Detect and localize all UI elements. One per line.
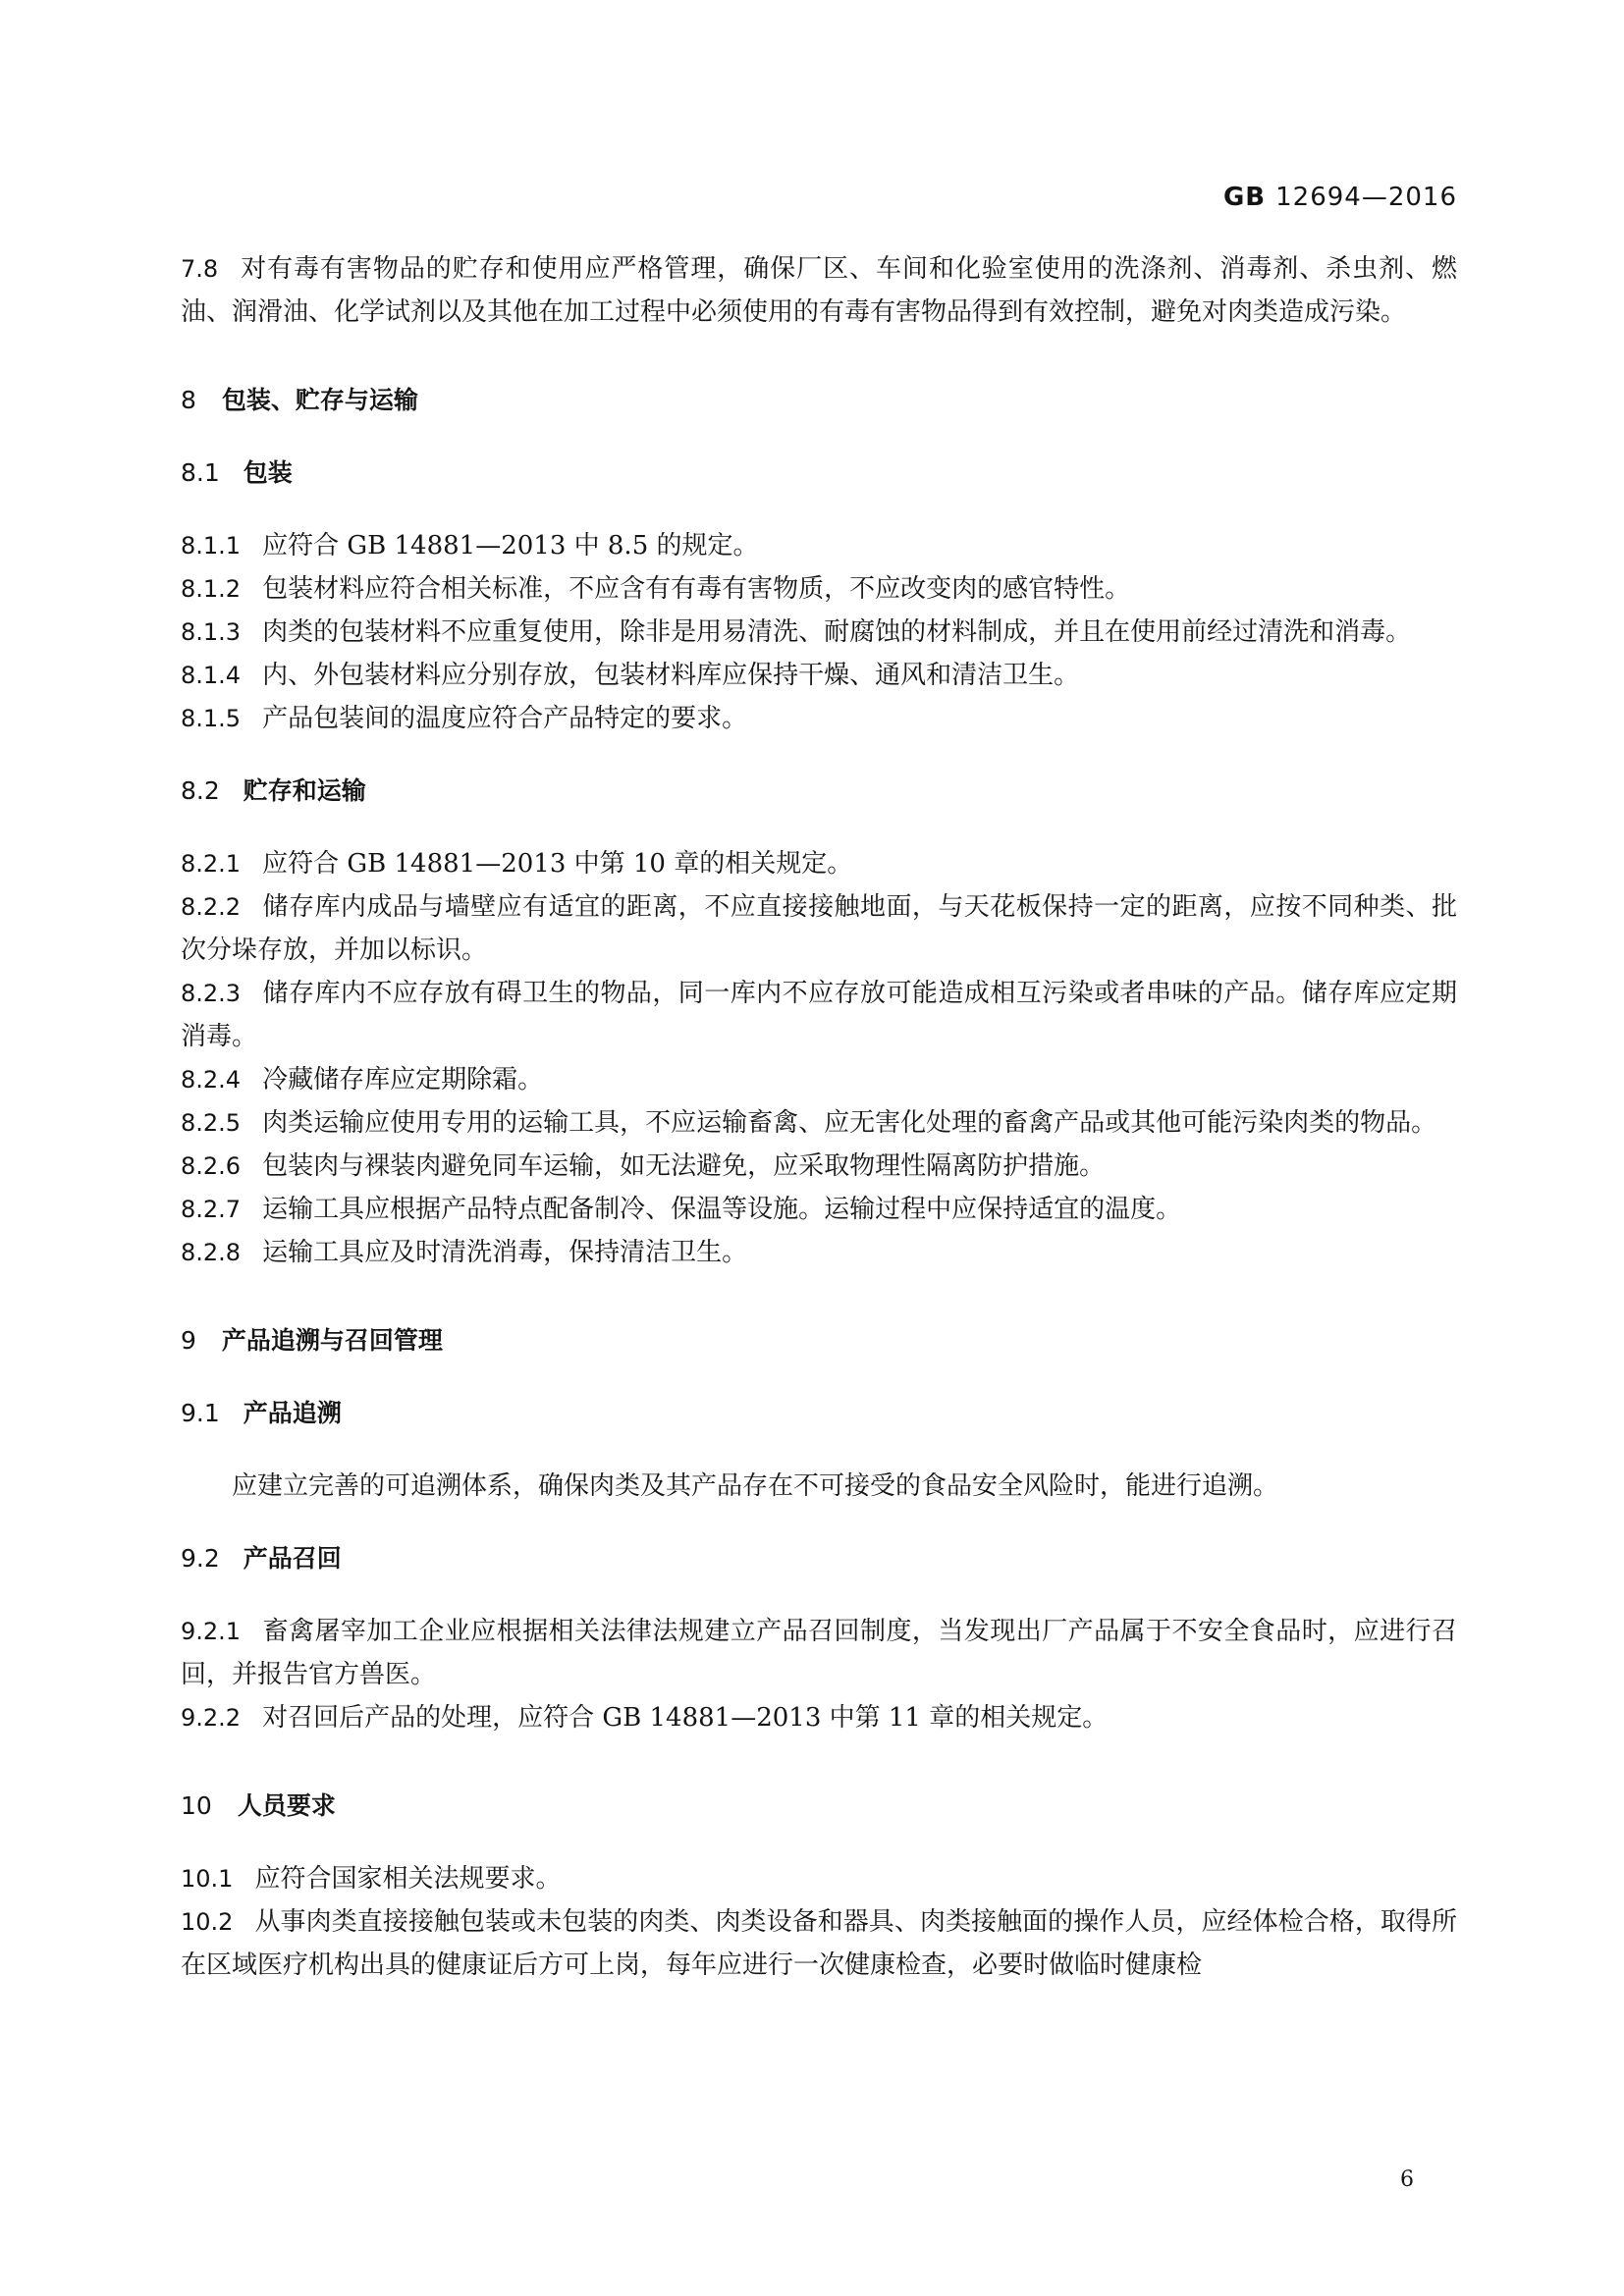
clause-text: 畜禽屠宰加工企业应根据相关法律法规建立产品召回制度，当发现出厂产品属于不安全食品时，应进行召回，并报告官方兽医。 xyxy=(181,1617,1457,1689)
clause-number: 8.2.6 xyxy=(181,1152,242,1180)
clause-number: 10.1 xyxy=(181,1865,234,1893)
spacer xyxy=(181,1508,1457,1537)
clause-number: 8.2.8 xyxy=(181,1239,242,1266)
clause-text: 运输工具应及时清洗消毒，保持清洁卫生。 xyxy=(262,1238,748,1267)
clause-number: 8.2.5 xyxy=(181,1109,242,1137)
clause-text: 包装、贮存与运输 xyxy=(221,386,418,414)
clause-number: 8.1.3 xyxy=(181,618,242,646)
spacer xyxy=(181,740,1457,770)
clause-text: 冷藏储存库应定期除霜。 xyxy=(262,1065,544,1095)
clause-paragraph xyxy=(181,972,1457,1058)
clause-number: 9.2 xyxy=(181,1544,220,1573)
clause-paragraph xyxy=(181,1465,1457,1508)
clause-number: 8.1.2 xyxy=(181,575,242,603)
clause-paragraph xyxy=(181,1058,1457,1101)
clause-number: 10 xyxy=(181,1791,212,1820)
clause-text: 包装肉与裸装肉避免同车运输，如无法避免，应采取物理性隔离防护措施。 xyxy=(262,1151,1106,1181)
clause-number: 9.1 xyxy=(181,1399,220,1427)
clause-number: 8.2.4 xyxy=(181,1066,242,1094)
spacer xyxy=(181,1274,1457,1319)
clause-paragraph xyxy=(181,842,1457,885)
clause-text: 包装材料应符合相关标准，不应含有有毒有害物质，不应改变肉的感官特性。 xyxy=(262,574,1131,604)
clause-text: 贮存和运输 xyxy=(243,776,366,805)
spacer xyxy=(181,1739,1457,1785)
clause-paragraph xyxy=(181,697,1457,740)
subsection-heading xyxy=(181,1392,1457,1435)
clause-text: 人员要求 xyxy=(237,1791,336,1820)
clause-text: 产品包装间的温度应符合产品特定的要求。 xyxy=(262,704,748,733)
clause-text: 应符合 GB 14881—2013 中第 10 章的相关规定。 xyxy=(262,849,853,879)
spacer xyxy=(181,1362,1457,1392)
section-heading xyxy=(181,1785,1457,1828)
section-heading xyxy=(181,379,1457,422)
standard-code xyxy=(1223,183,1457,212)
clause-number: 9.2.1 xyxy=(181,1618,242,1645)
clause-text: 肉类运输应使用专用的运输工具，不应运输畜禽、应无害化处理的畜禽产品或其他可能污染肉类的物品。 xyxy=(262,1108,1437,1138)
spacer xyxy=(181,1435,1457,1465)
subsection-heading xyxy=(181,1537,1457,1580)
spacer xyxy=(181,334,1457,379)
clause-text: 产品召回 xyxy=(243,1544,342,1573)
clause-paragraph xyxy=(181,1610,1457,1696)
clause-number: 8.2.3 xyxy=(181,980,242,1007)
spacer xyxy=(181,495,1457,524)
clause-paragraph xyxy=(181,1900,1457,1987)
clause-paragraph xyxy=(181,1101,1457,1145)
clause-text: 运输工具应根据产品特点配备制冷、保温等设施。运输过程中应保持适宜的温度。 xyxy=(262,1195,1182,1224)
clause-text: 产品追溯 xyxy=(243,1399,342,1427)
clause-paragraph xyxy=(181,611,1457,654)
clause-paragraph xyxy=(181,1188,1457,1231)
clause-text: 应建立完善的可追溯体系，确保肉类及其产品存在不可接受的食品安全风险时，能进行追溯。 xyxy=(232,1471,1279,1501)
clause-paragraph xyxy=(181,1696,1457,1739)
clause-paragraph xyxy=(181,885,1457,972)
clause-text: 应符合国家相关法规要求。 xyxy=(254,1864,562,1894)
clause-number: 8.1.1 xyxy=(181,532,242,560)
clause-number: 8 xyxy=(181,386,196,414)
clause-text: 从事肉类直接接触包装或未包装的肉类、肉类设备和器具、肉类接触面的操作人员，应经体检合格，取得所在区域医疗机构出具的健康证后方可上岗，每年应进行一次健康检查，必要时做临时健康检 xyxy=(181,1907,1457,1980)
clause-text: 对有毒有害物品的贮存和使用应严格管理，确保厂区、车间和化验室使用的洗涤剂、消毒剂、杀虫剂、燃油、润滑油、化学试剂以及其他在加工过程中必须使用的有毒有害物品得到有效控制，避免对肉类造成污染。 xyxy=(181,254,1457,327)
spacer xyxy=(181,1580,1457,1610)
spacer xyxy=(181,422,1457,452)
clause-number: 7.8 xyxy=(181,255,219,283)
clause-text: 储存库内不应存放有碍卫生的物品，同一库内不应存放可能造成相互污染或者串味的产品。储存库应定期消毒。 xyxy=(181,979,1457,1051)
clause-number: 9 xyxy=(181,1326,196,1355)
clause-number: 9.2.2 xyxy=(181,1704,242,1732)
clause-paragraph xyxy=(181,1145,1457,1188)
clause-number: 8.2.7 xyxy=(181,1196,242,1223)
clause-number: 8.1.4 xyxy=(181,662,242,689)
spacer xyxy=(181,1828,1457,1857)
clause-number: 8.2.1 xyxy=(181,850,242,878)
clause-paragraph xyxy=(181,247,1457,334)
standard-prefix: GB xyxy=(1222,183,1267,212)
clause-paragraph xyxy=(181,524,1457,567)
clause-number: 8.2.2 xyxy=(181,893,242,921)
clause-text: 对召回后产品的处理，应符合 GB 14881—2013 中第 11 章的相关规定。 xyxy=(262,1703,1109,1733)
clause-text: 产品追溯与召回管理 xyxy=(221,1326,443,1355)
section-heading xyxy=(181,1319,1457,1362)
clause-text: 包装 xyxy=(243,458,293,487)
clause-number: 8.1.5 xyxy=(181,705,242,732)
subsection-heading xyxy=(181,452,1457,495)
page-number: 6 xyxy=(1400,2167,1414,2192)
clause-text: 储存库内成品与墙壁应有适宜的距离，不应直接接触地面，与天花板保持一定的距离，应按不同种类、批次分垛存放，并加以标识。 xyxy=(181,892,1457,965)
clause-number: 10.2 xyxy=(181,1908,234,1936)
document-body xyxy=(181,247,1457,1987)
clause-paragraph xyxy=(181,1231,1457,1274)
clause-paragraph xyxy=(181,567,1457,611)
spacer xyxy=(181,813,1457,842)
clause-text: 肉类的包装材料不应重复使用，除非是用易清洗、耐腐蚀的材料制成，并且在使用前经过清洗和消毒。 xyxy=(262,617,1412,647)
clause-paragraph xyxy=(181,1857,1457,1900)
clause-number: 8.2 xyxy=(181,776,220,805)
clause-number: 8.1 xyxy=(181,458,220,487)
clause-text: 内、外包装材料应分别存放，包装材料库应保持干燥、通风和清洁卫生。 xyxy=(262,661,1080,690)
subsection-heading xyxy=(181,770,1457,813)
standard-number: 12694—2016 xyxy=(1275,183,1457,212)
clause-text: 应符合 GB 14881—2013 中 8.5 的规定。 xyxy=(262,531,759,561)
clause-paragraph xyxy=(181,654,1457,697)
